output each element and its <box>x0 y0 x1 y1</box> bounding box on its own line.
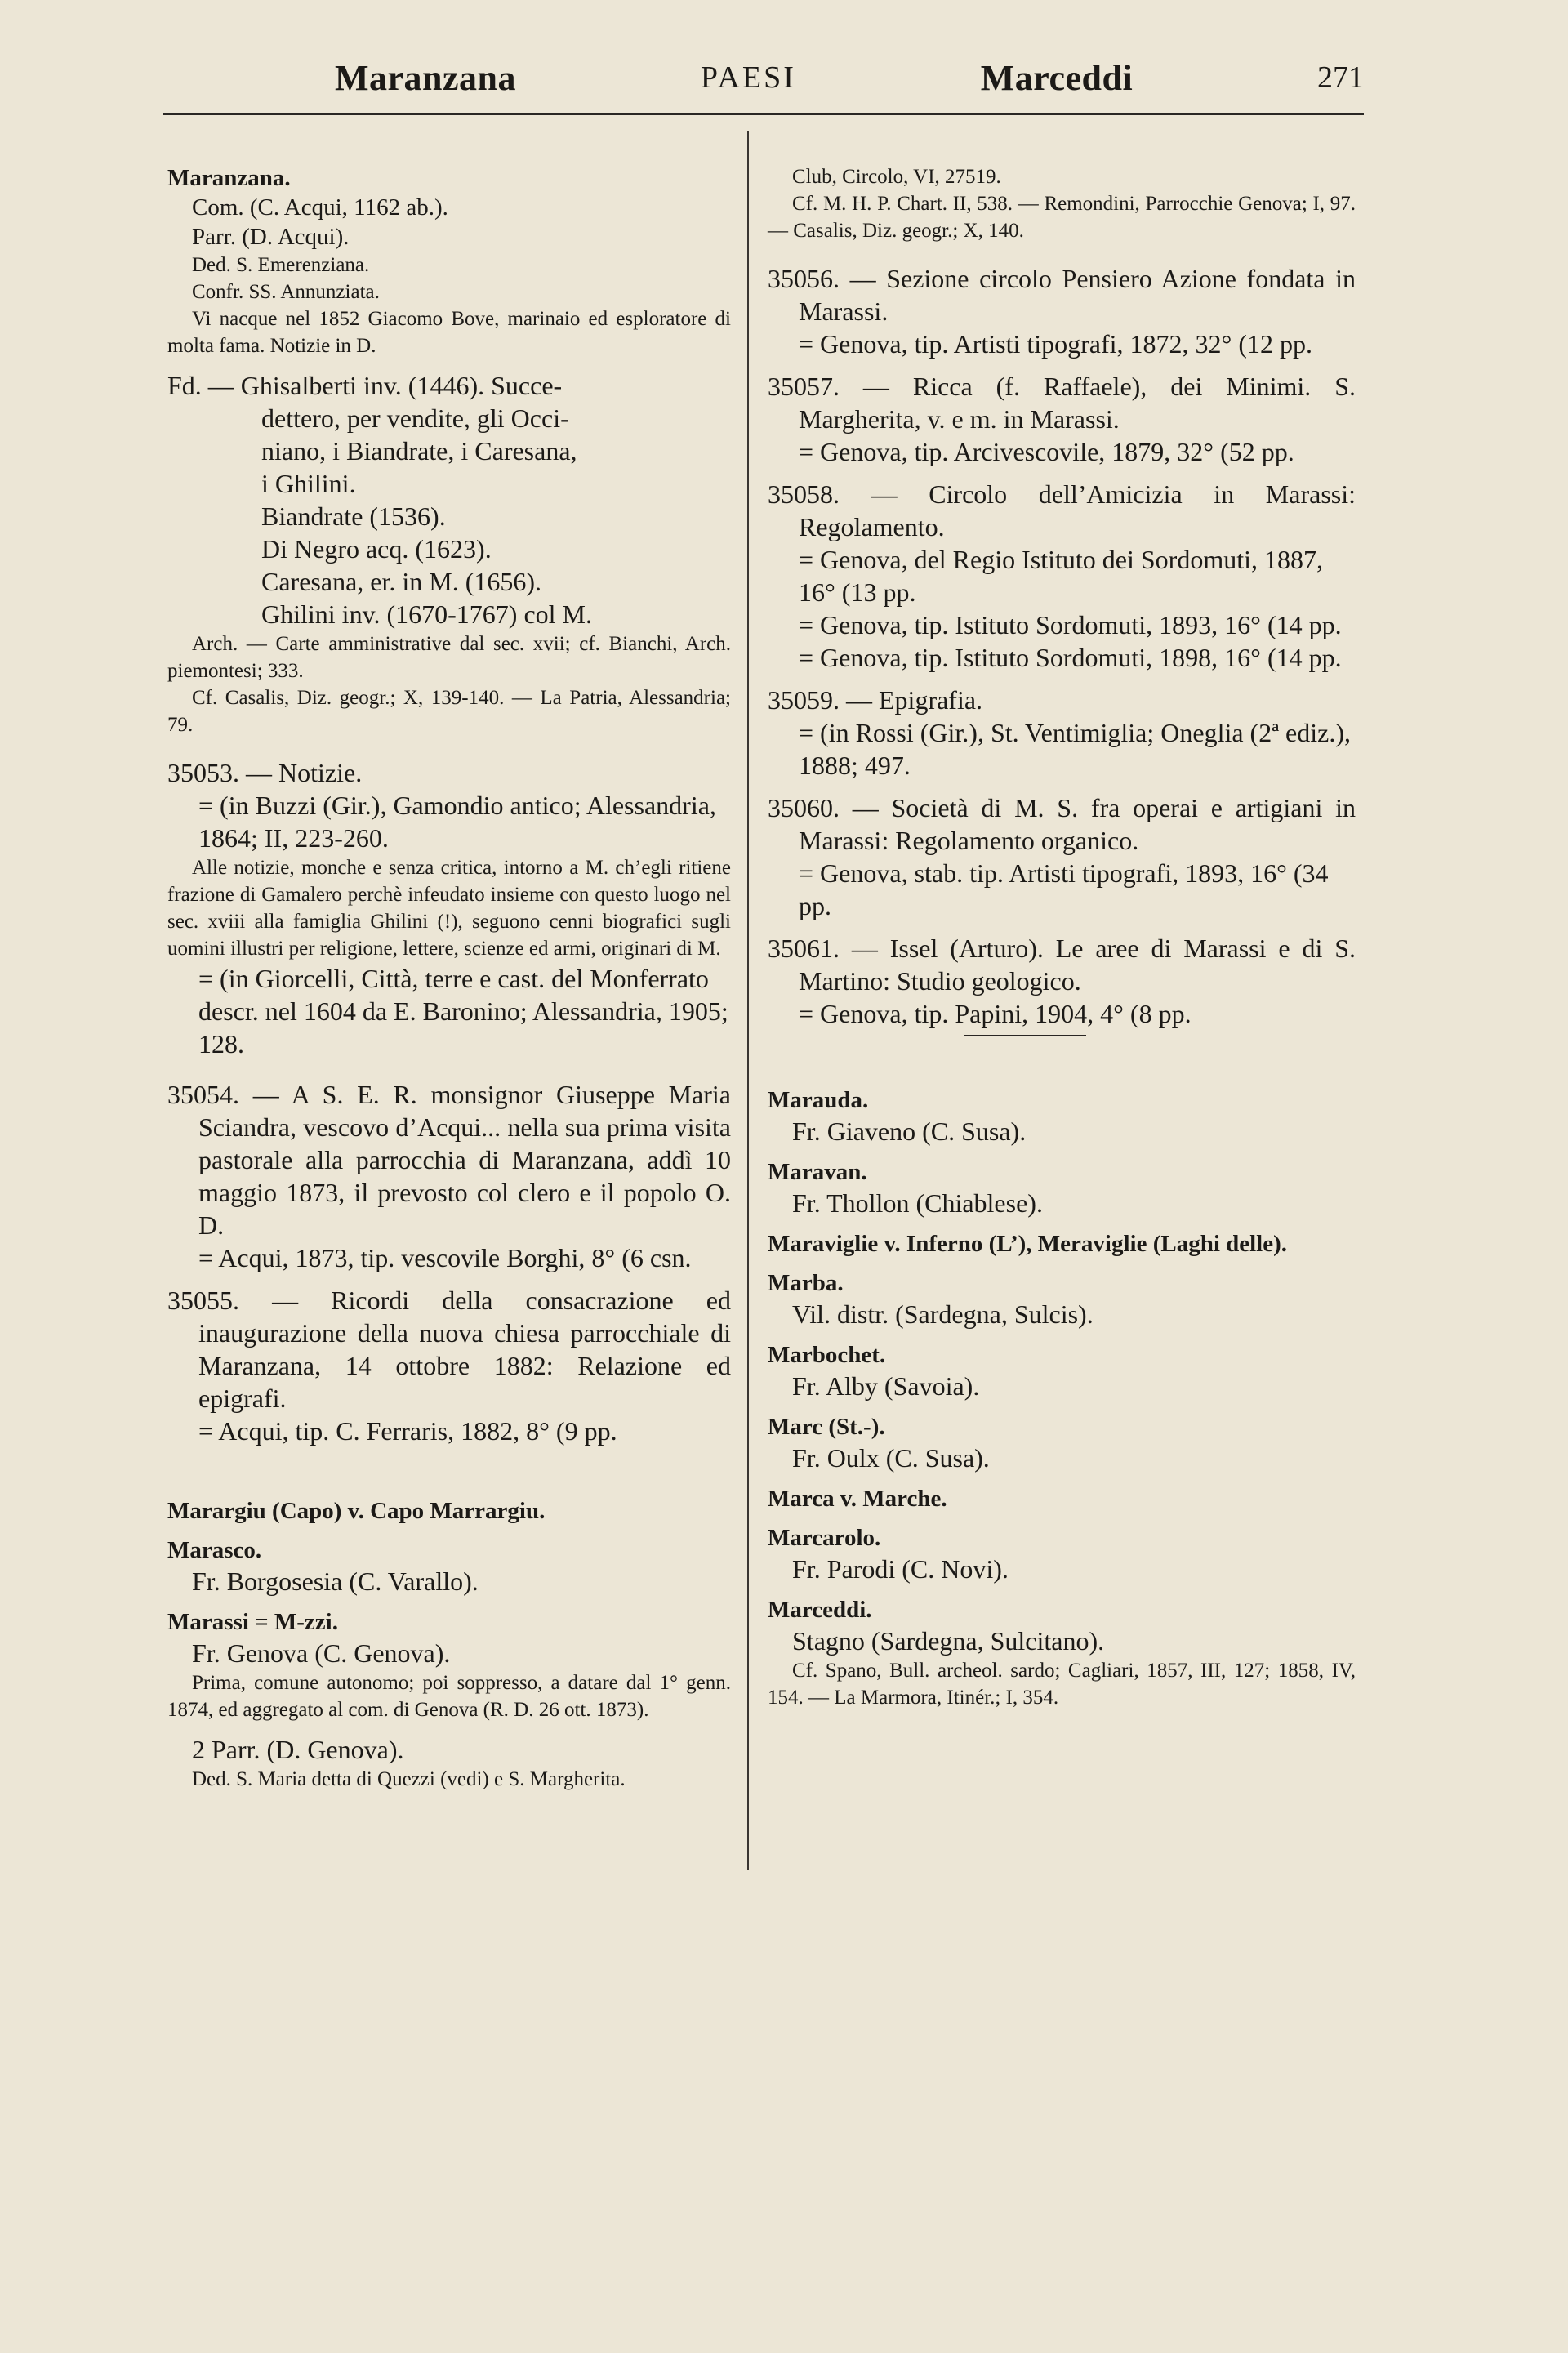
headword-maravan: Maravan. <box>768 1159 867 1185</box>
maranzana-parr: Parr. (D. Acqui). <box>192 224 350 250</box>
feudal-line-1: Fd. — Ghisalberti inv. (1446). Succe- <box>167 371 563 400</box>
header-rule <box>163 113 1364 115</box>
feudal-line-5: Biandrate (1536). <box>261 501 446 531</box>
marbochet-frazione: Fr. Alby (Savoia). <box>792 1371 980 1401</box>
entry-35058-publication-3: = Genova, tip. Istituto Sordomuti, 1898, 16° (14 pp. <box>799 643 1342 672</box>
header-left: Maranzana <box>335 57 517 98</box>
running-head <box>335 49 1364 106</box>
feudal-line-8: Ghilini inv. (1670-1767) col M. <box>261 599 592 629</box>
headword-marauda: Marauda. <box>768 1087 869 1113</box>
marassi-note: Prima, comune autonomo; poi soppresso, a datare dal 1° genn. 1874, ed aggregato al com. di Genova (R. D. 26 ott. 1873). <box>167 1672 731 1721</box>
page-number: 271 <box>1316 60 1364 95</box>
entry-35056-publication: = Genova, tip. Artisti tipografi, 1872, 32° (12 pp. <box>799 329 1312 359</box>
feudal-line-3: niano, i Biandrate, i Caresana, <box>261 436 577 466</box>
headword-marbochet: Marbochet. <box>768 1342 886 1368</box>
casalis-reference: Cf. Casalis, Diz. geogr.; X, 139-140. — La Patria, Alessandria; 79. <box>167 687 731 736</box>
headword-marc: Marc (St.-). <box>768 1414 885 1440</box>
header-center: PAESI <box>700 60 796 95</box>
headword-marceddi: Marceddi. <box>768 1597 872 1623</box>
entry-35057-title: 35057. — Ricca (f. Raffaele), dei Minimi. S. Margherita, v. e m. in Marassi. <box>768 372 1356 434</box>
entry-35061-publication: = Genova, tip. Papini, 1904, 4° (8 pp. <box>799 999 1192 1028</box>
headword-marassi: Marassi = M-zzi. <box>167 1609 338 1635</box>
entry-35053-title: 35053. — Notizie. <box>167 758 363 787</box>
marcarolo-frazione: Fr. Parodi (C. Novi). <box>792 1554 1009 1584</box>
entry-35059-title: 35059. — Epigrafia. <box>768 685 983 715</box>
entry-35061-title: 35061. — Issel (Arturo). Le aree di Marassi e di S. Martino: Studio geologico. <box>768 934 1356 996</box>
headword-marcarolo: Marcarolo. <box>768 1525 881 1551</box>
feudal-line-4: i Ghilini. <box>261 469 356 498</box>
maranzana-bove-note: Vi nacque nel 1852 Giacomo Bove, marinaio ed esploratore di molta fama. Notizie in D. <box>167 308 731 357</box>
entry-35060-title: 35060. — Società di M. S. fra operai e artigiani in Marassi: Regolamento organico. <box>768 793 1356 855</box>
feudal-line-7: Caresana, er. in M. (1656). <box>261 567 542 596</box>
club-reference: Club, Circolo, VI, 27519. <box>792 166 1001 188</box>
header-right: Marceddi <box>980 57 1134 98</box>
headword-marasco: Marasco. <box>167 1537 262 1563</box>
entry-35055-title: 35055. — Ricordi della consacrazione ed inaugurazione della nuova chiesa parrocchiale di Maranzana, 14 ottobre 1882: Relazione ed epigrafi. <box>167 1286 731 1413</box>
headword-marargiu: Marargiu (Capo) v. Capo Marrargiu. <box>167 1498 546 1524</box>
entry-35053-note: Alle notizie, monche e senza critica, intorno a M. ch’egli ritiene frazione di Gamalero perchè infeudato insieme con questo luogo nel sec. xviii alla famiglia Ghilini (!), seguono cenni biografici sugli uomini illustri per religione, lettere, scienze ed armi, originari di M. <box>167 857 731 960</box>
maranzana-com: Com. (C. Acqui, 1162 ab.). <box>192 194 448 221</box>
maravan-frazione: Fr. Thollon (Chiablese). <box>792 1188 1043 1218</box>
marba-village: Vil. distr. (Sardegna, Sulcis). <box>792 1299 1094 1329</box>
feudal-line-2: dettero, per vendite, gli Occi- <box>261 403 569 433</box>
marassi-parr: 2 Parr. (D. Genova). <box>192 1735 404 1764</box>
marassi-frazione: Fr. Genova (C. Genova). <box>192 1638 451 1668</box>
headword-maranzana: Maranzana. <box>167 165 291 191</box>
entry-35058-publication-2: = Genova, tip. Istituto Sordomuti, 1893, 16° (14 pp. <box>799 610 1342 639</box>
entry-35058-publication-1: = Genova, del Regio Istituto dei Sordomuti, 1887, 16° (13 pp. <box>799 545 1323 607</box>
entry-35059-publication: = (in Rossi (Gir.), St. Ventimiglia; Oneglia (2ª ediz.), 1888; 497. <box>799 718 1351 780</box>
mhp-reference: Cf. M. H. P. Chart. II, 538. — Remondini, Parrocchie Genova; I, 97. — Casalis, Diz. geogr.; X, 140. <box>768 193 1356 242</box>
marceddi-reference: Cf. Spano, Bull. archeol. sardo; Cagliari, 1857, III, 127; 1858, IV, 154. — La Marmora, Itinér.; I, 354. <box>768 1660 1356 1709</box>
entry-35058-title: 35058. — Circolo dell’Amicizia in Marassi: Regolamento. <box>768 479 1356 541</box>
entry-35055-publication: = Acqui, tip. C. Ferraris, 1882, 8° (9 pp. <box>198 1416 617 1446</box>
entry-35060-publication: = Genova, stab. tip. Artisti tipografi, 1893, 16° (34 pp. <box>799 858 1329 920</box>
headword-marba: Marba. <box>768 1270 844 1296</box>
left-column <box>167 163 731 1793</box>
marassi-ded: Ded. S. Maria detta di Quezzi (vedi) e S. Margherita. <box>192 1768 626 1790</box>
marc-frazione: Fr. Oulx (C. Susa). <box>792 1443 990 1473</box>
marauda-frazione: Fr. Giaveno (C. Susa). <box>792 1116 1027 1146</box>
column-divider <box>747 131 749 1870</box>
entry-35053-publication-2: = (in Giorcelli, Città, terre e cast. del Monferrato descr. nel 1604 da E. Baronino; Alessandria, 1905; 128. <box>198 964 728 1058</box>
entry-35057-publication: = Genova, tip. Arcivescovile, 1879, 32° (52 pp. <box>799 437 1294 466</box>
maranzana-ded: Ded. S. Emerenziana. <box>192 254 370 276</box>
right-column <box>768 163 1356 1711</box>
feudal-line-6: Di Negro acq. (1623). <box>261 534 492 564</box>
headword-maraviglie: Maraviglie v. Inferno (L’), Meraviglie (Laghi delle). <box>768 1231 1288 1257</box>
headword-marca: Marca v. Marche. <box>768 1486 947 1512</box>
marceddi-stagno: Stagno (Sardegna, Sulcitano). <box>792 1626 1105 1656</box>
entry-35054-publication: = Acqui, 1873, tip. vescovile Borghi, 8° (6 csn. <box>198 1243 692 1272</box>
maranzana-confr: Confr. SS. Annunziata. <box>192 281 380 303</box>
archive-note: Arch. — Carte amministrative dal sec. xvii; cf. Bianchi, Arch. piemontesi; 333. <box>167 633 731 682</box>
marasco-frazione: Fr. Borgosesia (C. Varallo). <box>192 1566 479 1596</box>
entry-35053-publication: = (in Buzzi (Gir.), Gamondio antico; Alessandria, 1864; II, 223-260. <box>198 791 716 853</box>
entry-35056-title: 35056. — Sezione circolo Pensiero Azione fondata in Marassi. <box>768 264 1356 326</box>
entry-35054-title: 35054. — A S. E. R. monsignor Giuseppe Maria Sciandra, vescovo d’Acqui... nella sua prima visita pastorale alla parrocchia di Maranzana, addì 10 maggio 1873, il prevosto col clero e il popolo O. D. <box>167 1080 731 1240</box>
